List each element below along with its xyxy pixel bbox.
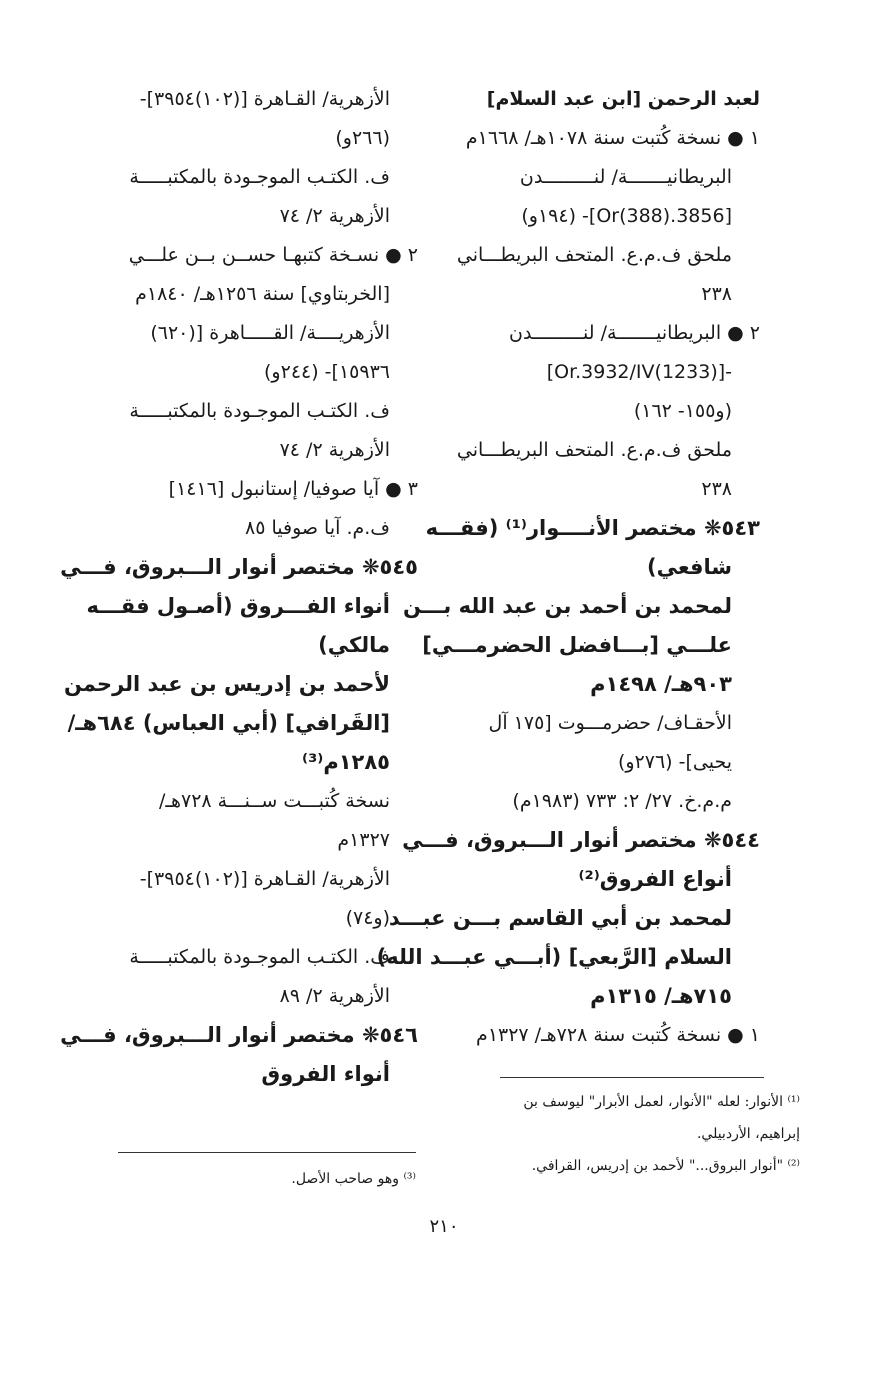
- right-column-line: (و١٥٥- ١٦٢): [633, 400, 732, 422]
- footnotes-right: [460, 1086, 800, 1182]
- left-column-line: الأزهرية ٢/ ٧٤: [279, 205, 390, 227]
- left-column-line: لأحمد بن إدريس بن عبد الرحمن: [63, 672, 390, 696]
- right-column-line: السلام [الرَّبعي] (أبـــي عبـــد الله): [376, 945, 732, 969]
- left-column-line: ٥٤٦❋ مختصر أنوار الـــبروق، فـــي: [60, 1023, 418, 1047]
- footnotes-left: [76, 1163, 416, 1195]
- right-column-line: ٢٣٨: [701, 283, 732, 305]
- right-column-line: م.م.خ. ٢٧/ ٢: ٧٣٣ (١٩٨٣م): [512, 790, 732, 812]
- left-column-line: ف. الكتـب الموجـودة بالمكتبـــــة: [129, 166, 390, 188]
- left-column-line: أنواء الفروق: [261, 1062, 390, 1086]
- right-column-line: [3856.Or(388)]- (١٩٤و): [521, 205, 732, 227]
- left-column-line: الأزهرية ٢/ ٨٩: [279, 985, 390, 1007]
- left-column: [58, 80, 418, 1094]
- left-column-line: الأزهرية/ القـاهرة [(١٠٢)٣٩٥٤]-: [139, 88, 390, 110]
- right-column-line: لعبد الرحمن [ابن عبد السلام]: [486, 88, 760, 110]
- right-column-line: ١ ● نسخة كُتبت سنة ٧٢٨هـ/ ١٣٢٧م: [476, 1024, 760, 1046]
- right-column-line: ملحق ف.م.ع. المتحف البريطـــاني: [456, 244, 732, 266]
- footnote-line: ⁽¹⁾ الأنوار: لعله "الأنوار، لعمل الأبرار" ليوسف بن: [523, 1094, 800, 1110]
- left-column-line: ف. الكتـب الموجـودة بالمكتبـــــة: [129, 946, 390, 968]
- right-column-line: شافعي): [647, 555, 732, 579]
- footnote-line: ⁽²⁾ "أنوار البروق..." لأحمد بن إدريس، القرافي.: [531, 1158, 800, 1174]
- right-column-line: -[(1233)Or.3932/IV]: [546, 361, 732, 383]
- left-column-line: ١٥٩٣٦]- (٢٤٤و): [264, 361, 390, 383]
- right-column-line: لمحمد بن أبي القاسم بـــن عبـــد: [388, 906, 732, 930]
- left-column-line: مالكي): [318, 633, 390, 657]
- right-column-line: البريطانيـــــــة/ لنـــــــــدن: [519, 166, 732, 188]
- left-column-line: الأزهريــــة/ القـــــاهرة [(٦٢٠): [150, 322, 390, 344]
- left-column-line: [الخربتاوي] سنة ١٢٥٦هـ/ ١٨٤٠م: [135, 283, 390, 305]
- right-column-line: الأحقـاف/ حضرمـــوت [١٧٥ آل: [488, 712, 732, 734]
- right-column: [376, 80, 760, 1055]
- footnote-rule-right: [500, 1077, 764, 1078]
- right-column-line: علـــي [بـــافضل الحضرمـــي]: [422, 633, 732, 657]
- left-column-line: [القَرافي] (أبي العباس) ٦٨٤هـ/: [67, 711, 390, 735]
- left-column-line: ٣ ● آيا صوفيا/ إستانبول [١٤١٦]: [168, 478, 418, 500]
- footnote-line: ⁽³⁾ وهو صاحب الأصل.: [291, 1171, 416, 1187]
- left-column-line: الأزهرية ٢/ ٧٤: [279, 439, 390, 461]
- right-column-line: ملحق ف.م.ع. المتحف البريطـــاني: [456, 439, 732, 461]
- left-column-line: ١٢٨٥م⁽³⁾: [302, 750, 390, 774]
- right-column-line: ٧١٥هـ/ ١٣١٥م: [590, 984, 732, 1008]
- left-column-line: ٢ ● نسـخة كتبهـا حســن بــن علـــي: [128, 244, 418, 266]
- left-column-line: نسخة كُتبـــت ســنـــة ٧٢٨هـ/: [159, 790, 390, 812]
- left-column-line: أنواء الفـــروق (أصـول فقـــه: [86, 594, 390, 618]
- left-column-line: ف. الكتـب الموجـودة بالمكتبـــــة: [129, 400, 390, 422]
- right-column-line: ٢ ● البريطانيـــــــة/ لنـــــــــدن: [509, 322, 760, 344]
- left-column-line: (و٧٤): [345, 907, 390, 929]
- footnote-line: إبراهيم، الأردبيلي.: [696, 1126, 800, 1142]
- right-column-line: أنواع الفروق⁽²⁾: [578, 867, 732, 891]
- right-column-line: ٩٠٣هـ/ ١٤٩٨م: [590, 672, 732, 696]
- left-column-line: ٥٤٥❋ مختصر أنوار الـــبروق، فـــي: [60, 555, 418, 579]
- right-column-line: ٥٤٤❋ مختصر أنوار الـــبروق، فـــي: [402, 828, 760, 852]
- right-column-line: ١ ● نسخة كُتبت سنة ١٠٧٨هـ/ ١٦٦٨م: [465, 127, 760, 149]
- right-column-line: ٥٤٣❋ مختصر الأنــــوار⁽¹⁾ (فقـــه: [425, 516, 760, 540]
- left-column-line: ف.م. آيا صوفيا ٨٥: [245, 517, 390, 539]
- footnote-rule-left: [118, 1152, 416, 1153]
- left-column-line: الأزهرية/ القـاهرة [(١٠٢)٣٩٥٤]-: [139, 868, 390, 890]
- left-column-line: ١٣٢٧م: [337, 829, 390, 851]
- page-number: ٢١٠: [429, 1216, 459, 1237]
- left-column-line: (٢٦٦و): [335, 127, 390, 149]
- right-column-line: ٢٣٨: [701, 478, 732, 500]
- right-column-line: لمحمد بن أحمد بن عبد الله بـــن: [402, 594, 732, 618]
- right-column-line: يحيى]- (٢٧٦و): [617, 751, 732, 773]
